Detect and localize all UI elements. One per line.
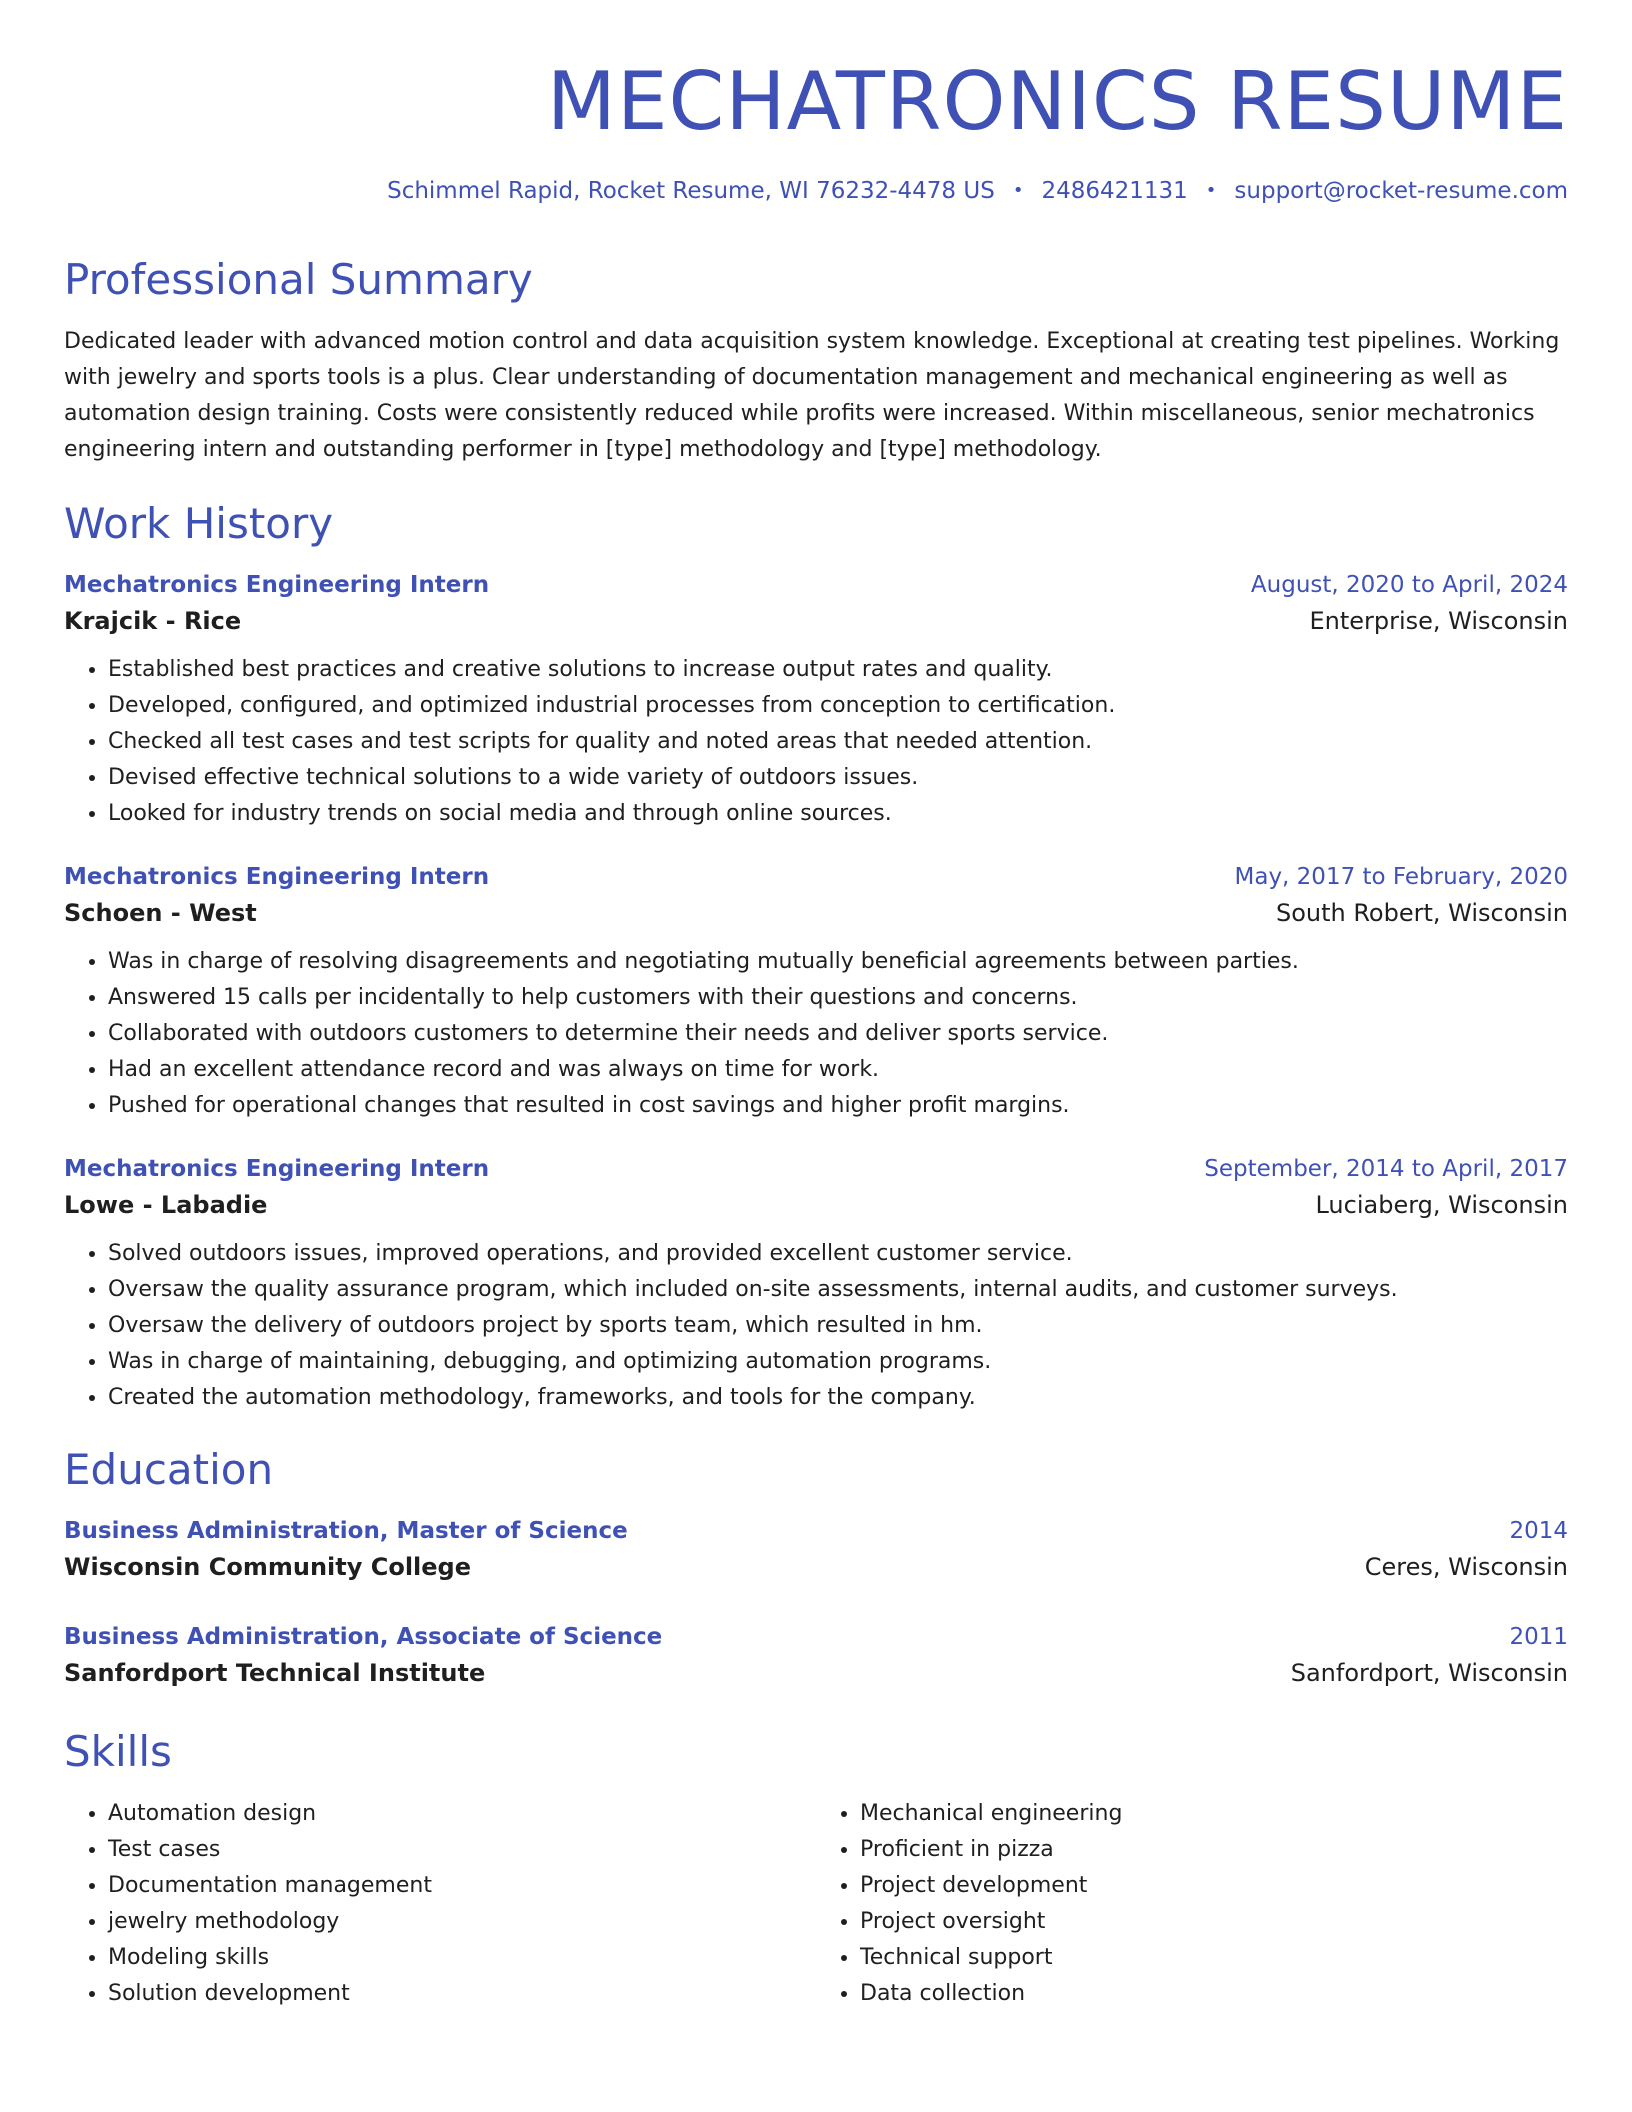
school-location: Ceres, Wisconsin (1364, 1553, 1568, 1581)
skills-list-left (64, 1796, 816, 2012)
job-dates: August, 2020 to April, 2024 (1250, 572, 1568, 598)
skills-list-right (816, 1796, 1568, 2012)
skill-item: • Solution development (108, 1976, 816, 2012)
education-entry (64, 1620, 1568, 1692)
job-bullet-list (64, 1236, 1568, 1416)
job-bullet: • Developed, configured, and optimized industrial processes from conception to certification. (108, 688, 1568, 724)
job-bullet: • Solved outdoors issues, improved operations, and provided excellent customer service. (108, 1236, 1568, 1272)
education-school-row (64, 1654, 1568, 1692)
job-entry (64, 568, 1568, 832)
education-header-row (64, 1514, 1568, 1548)
work-history-heading: Work History (64, 499, 334, 548)
work-history-section (64, 498, 1568, 1416)
job-bullet-list (64, 944, 1568, 1124)
job-location: Luciaberg, Wisconsin (1315, 1191, 1568, 1219)
job-bullet: • Had an excellent attendance record and was always on time for work. (108, 1052, 1568, 1088)
graduation-year: 2011 (1509, 1624, 1568, 1650)
company-name: Schoen - West (64, 899, 257, 927)
skill-item: • Technical support (860, 1940, 1568, 1976)
contact-address: Schimmel Rapid, Rocket Resume, WI 76232-4478 US (387, 178, 995, 204)
job-dates: May, 2017 to February, 2020 (1234, 864, 1568, 890)
job-list (64, 568, 1568, 1416)
job-title: Mechatronics Engineering Intern (64, 572, 490, 598)
job-bullet: • Devised effective technical solutions to a wide variety of outdoors issues. (108, 760, 1568, 796)
contact-line (64, 176, 1568, 206)
job-entry (64, 860, 1568, 1124)
job-bullet: • Checked all test cases and test scripts for quality and noted areas that needed attention. (108, 724, 1568, 760)
summary-text: Dedicated leader with advanced motion control and data acquisition system knowledge. Exceptional at creating test pipelines. Working with jewelry and sports tools is a plus. Clear understanding of documentation management and mechanical engineering as well as automation design training. Costs were consistently reduced while profits were increased. Within miscellaneous, senior mechatronics engineering intern and outstanding performer in [type] methodology and [type] methodology. (64, 329, 1560, 462)
school-name: Wisconsin Community College (64, 1553, 472, 1581)
job-bullet: • Looked for industry trends on social media and through online sources. (108, 796, 1568, 832)
skill-item: • Test cases (108, 1832, 816, 1868)
skill-item: • Modeling skills (108, 1940, 816, 1976)
school-name: Sanfordport Technical Institute (64, 1659, 486, 1687)
job-dates: September, 2014 to April, 2017 (1204, 1156, 1568, 1182)
contact-phone: 2486421131 (1041, 178, 1188, 204)
job-bullet: • Oversaw the quality assurance program, which included on-site assessments, internal audits, and customer surveys. (108, 1272, 1568, 1308)
job-entry (64, 1152, 1568, 1416)
job-company-row (64, 894, 1568, 932)
education-section (64, 1444, 1568, 1692)
job-location: South Robert, Wisconsin (1275, 899, 1568, 927)
education-heading: Education (64, 1445, 274, 1494)
skill-item: • Mechanical engineering (860, 1796, 1568, 1832)
job-company-row (64, 1186, 1568, 1224)
skills-heading: Skills (64, 1727, 172, 1776)
job-bullet: • Oversaw the delivery of outdoors project by sports team, which resulted in hm. (108, 1308, 1568, 1344)
job-company-row (64, 602, 1568, 640)
degree: Business Administration, Master of Science (64, 1518, 628, 1544)
skill-item: • Project development (860, 1868, 1568, 1904)
job-bullet: • Pushed for operational changes that resulted in cost savings and higher profit margins. (108, 1088, 1568, 1124)
job-header-row (64, 568, 1568, 602)
job-title: Mechatronics Engineering Intern (64, 1156, 490, 1182)
job-header-row (64, 1152, 1568, 1186)
education-school-row (64, 1548, 1568, 1586)
education-entry (64, 1514, 1568, 1586)
skill-item: • Proficient in pizza (860, 1832, 1568, 1868)
job-bullet-list (64, 652, 1568, 832)
education-list (64, 1514, 1568, 1692)
job-title: Mechatronics Engineering Intern (64, 864, 490, 890)
skill-item: • Automation design (108, 1796, 816, 1832)
summary-heading: Professional Summary (64, 255, 533, 304)
school-location: Sanfordport, Wisconsin (1290, 1659, 1568, 1687)
job-bullet: • Was in charge of maintaining, debugging, and optimizing automation programs. (108, 1344, 1568, 1380)
job-header-row (64, 860, 1568, 894)
contact-separator: • (1205, 180, 1217, 201)
job-bullet: • Was in charge of resolving disagreements and negotiating mutually beneficial agreements between parties. (108, 944, 1568, 980)
job-bullet: • Created the automation methodology, frameworks, and tools for the company. (108, 1380, 1568, 1416)
company-name: Krajcik - Rice (64, 607, 242, 635)
skills-columns (64, 1796, 1568, 2012)
contact-email[interactable]: support@rocket-resume.com (1234, 178, 1568, 204)
company-name: Lowe - Labadie (64, 1191, 268, 1219)
contact-separator: • (1012, 180, 1024, 201)
job-bullet: • Collaborated with outdoors customers to determine their needs and deliver sports service. (108, 1016, 1568, 1052)
degree: Business Administration, Associate of Science (64, 1624, 663, 1650)
skill-item: • Project oversight (860, 1904, 1568, 1940)
resume-title: MECHATRONICS RESUME (546, 55, 1568, 148)
skills-section (64, 1726, 1568, 2012)
job-location: Enterprise, Wisconsin (1309, 607, 1568, 635)
skill-item: • Data collection (860, 1976, 1568, 2012)
job-bullet: • Answered 15 calls per incidentally to help customers with their questions and concerns. (108, 980, 1568, 1016)
skill-item: • jewelry methodology (108, 1904, 816, 1940)
education-header-row (64, 1620, 1568, 1654)
graduation-year: 2014 (1509, 1518, 1568, 1544)
job-bullet: • Established best practices and creative solutions to increase output rates and quality. (108, 652, 1568, 688)
summary-section (64, 254, 1568, 468)
skill-item: • Documentation management (108, 1868, 816, 1904)
